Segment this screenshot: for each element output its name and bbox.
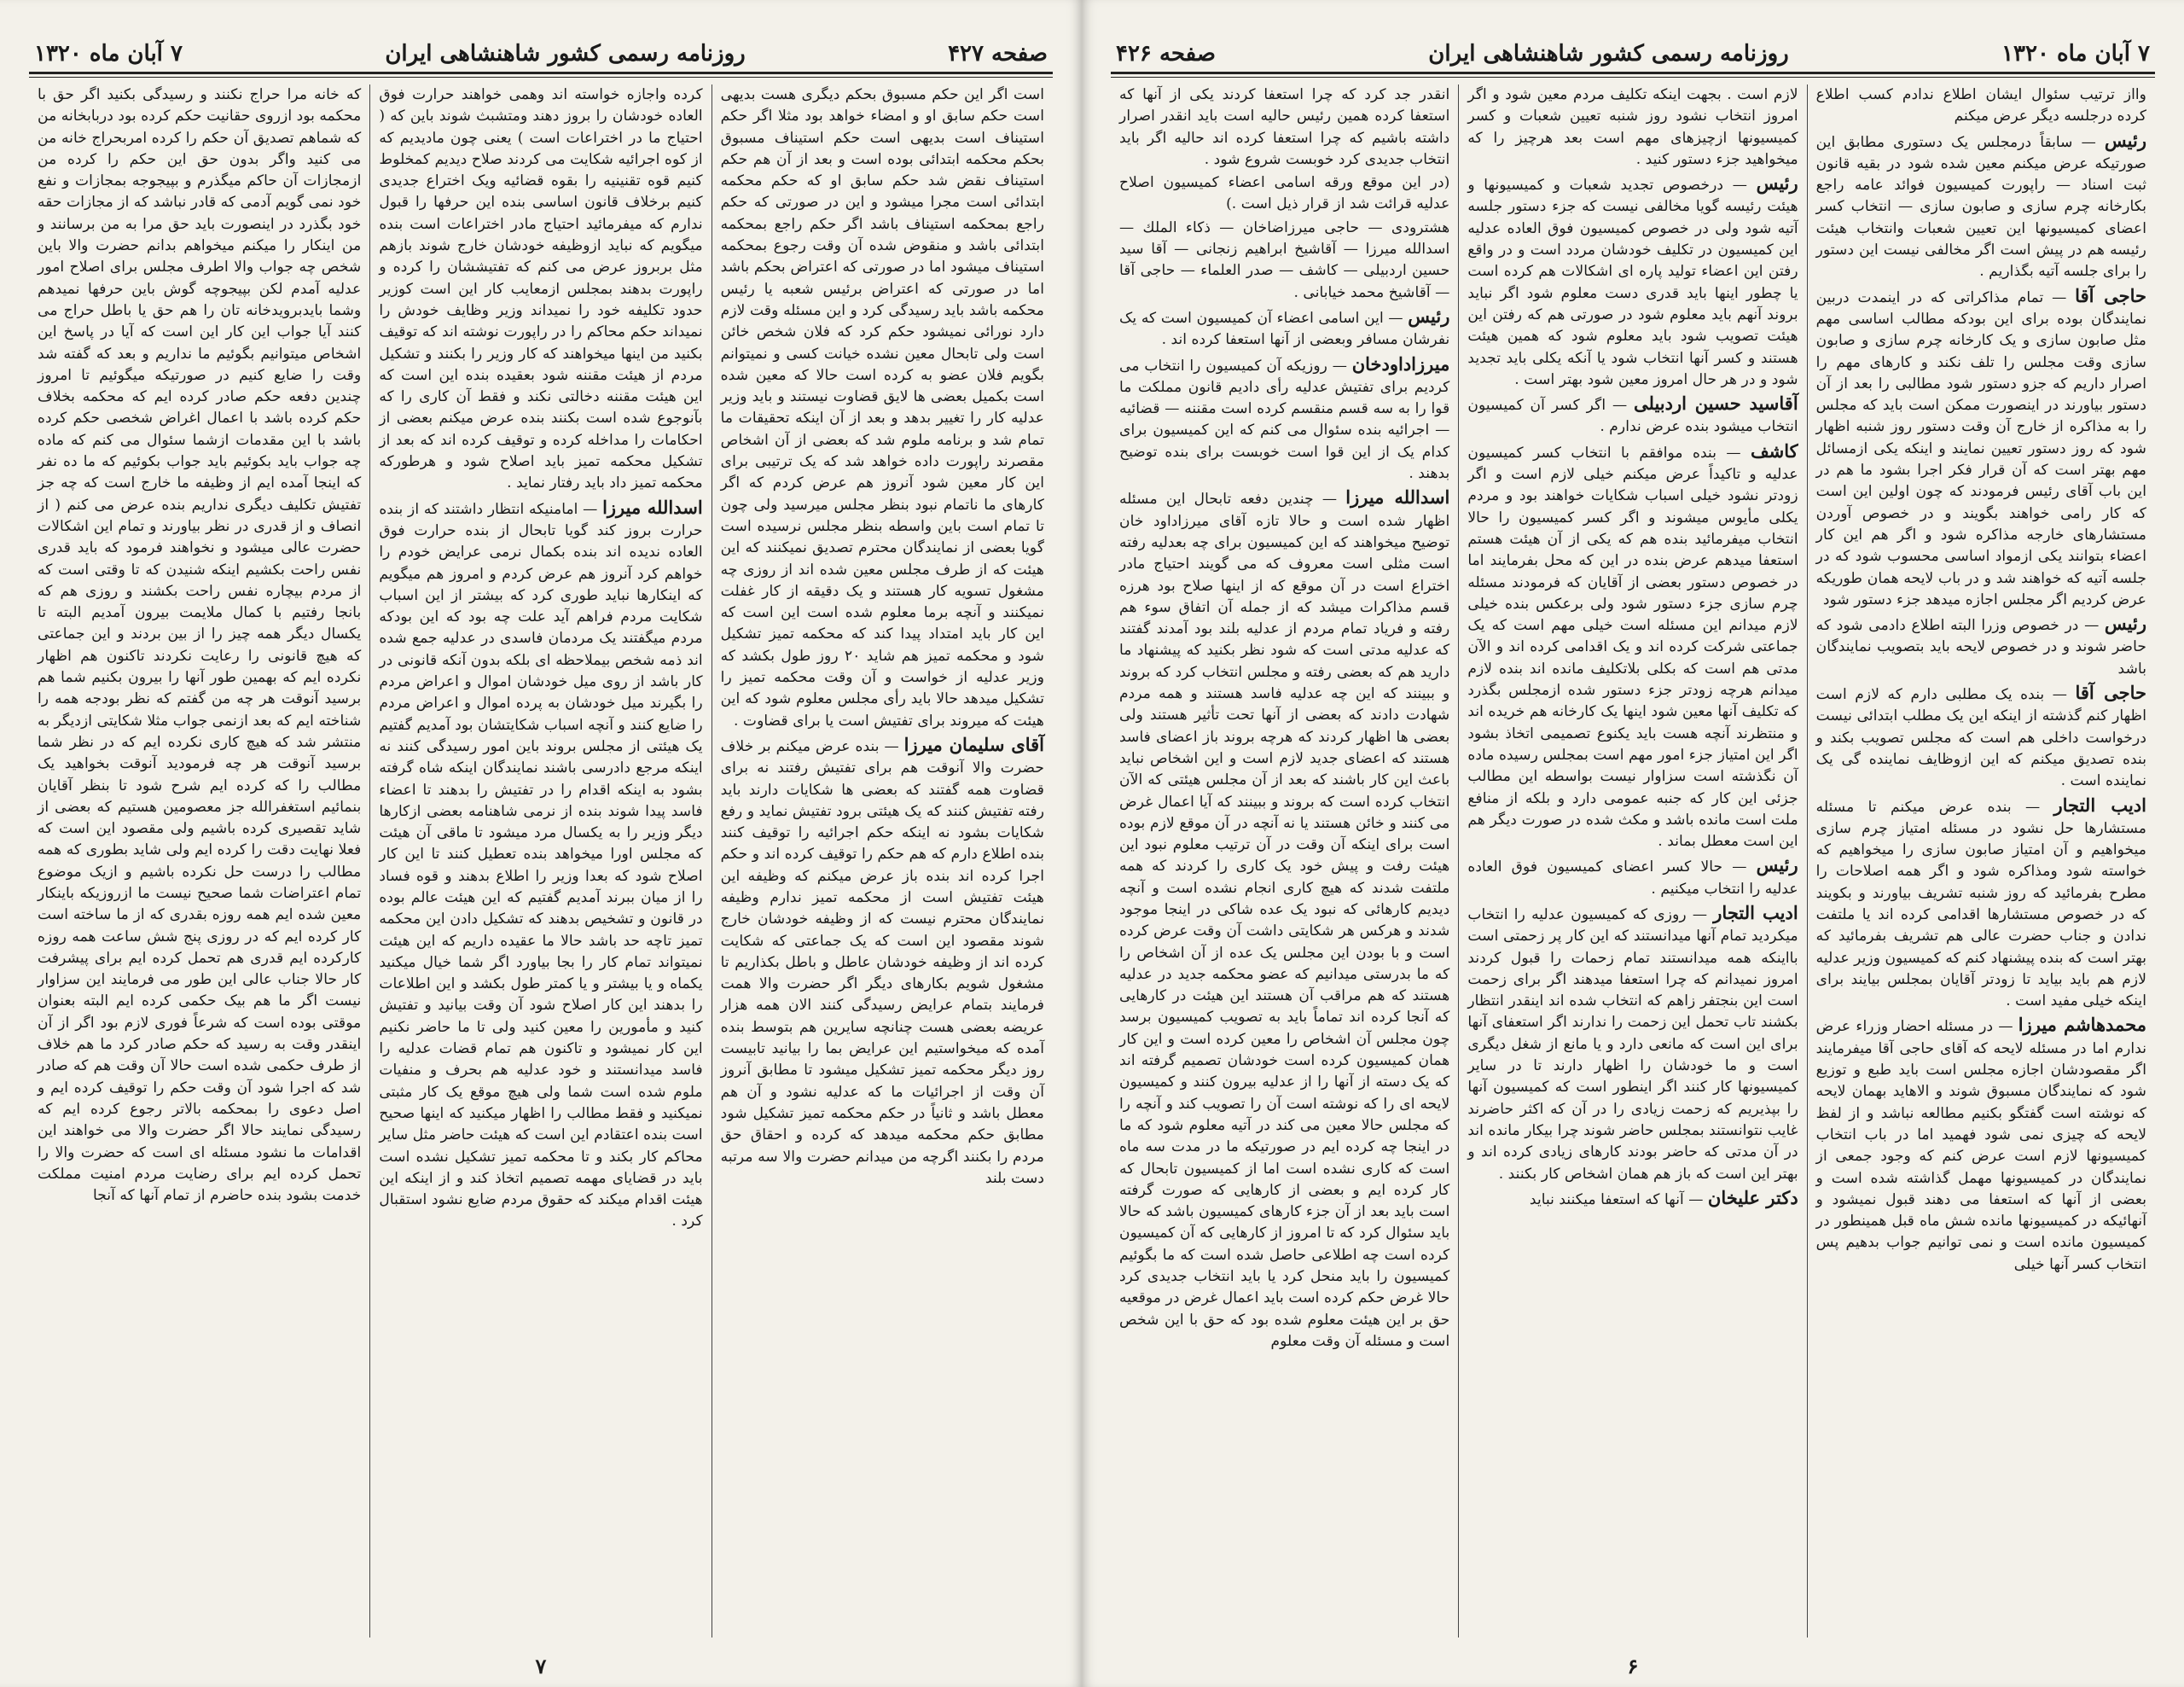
paragraph-text: — این اسامی اعضاء آن کمیسیون است که یک نفرشان مسافر وبعضی از آنها استعفا کرده اند . xyxy=(1119,309,1450,349)
paragraph xyxy=(1467,854,1798,900)
paragraph-text: — سابقاً درمجلس یک دستوری مطابق این صورتیکه عرض میکنم معین شده شود در بقیه قانون ثبت اسناد — راپورت کمیسیون فوائد عامه راجع بکارخانه چرم سازی و صابون سازی — انتخاب کسر اعضای کمیسیونها این تعیین شعبات وانتخاب هیئت رئیسه هم در پیش است اگر مخالفی نیست این دستور را برای جلسه آتیه بگذاریم . xyxy=(1815,133,2146,281)
speaker-name: رئیس xyxy=(1408,305,1450,327)
speaker-name: اسدالله میرزا xyxy=(1345,486,1450,509)
paragraph-text: لازم است . بجهت اینکه تکلیف مردم معین شود و اگر امروز انتخاب نشود روز شنبه تعیین شعبات و کسر کمیسیونها ازچیزهای مهم است بعد هرچیز را که میخواهید جزء دستور کنید . xyxy=(1467,86,1798,168)
paragraph xyxy=(1467,902,1798,1185)
speaker-name: محمدهاشم میرزا xyxy=(2018,1014,2146,1036)
text-column xyxy=(1807,84,2155,1638)
paragraph-text: — بنده موافقم با انتخاب کسر کمیسیون عدلیه و تاکیداً عرض میکنم خیلی لازم است و اگر زودتر نشود خیلی اسباب شکایات خواهند بود و مردم یکلی مأیوس میشوند و اگر کسر کمیسیون را حالا انتخاب میفرمائید بنده هم که یکی از آن هیئت هستم استعفا میدهم عرض بنده در این که محل بفرمایند اما در خصوص دستور بعضی از آقایان که فرمودند مسئله چرم سازی جزء دستور شود ولی برعکس بنده خیلی لازم میدانم این مسئله است خیلی مهم است که یک جماعتی شرکت کرده اند و یک اقدامی کرده اند و الآن مدتی هم است که بکلی بلاتکلیف مانده اند بنده لازم میدانم هرچه زودتر جزء دستور شده ازمجلس بگذرد که تکلیف آنها معین شود اینها یک کارخانه هم خریده اند و منتظرند آنچه هست باید یکنوع تصمیمی اتخاذ بشود اگر این امتیاز جزء امور مهم است بمجلس رسیده ماده آن نگذشته است سزاوار نیست بواسطه این مطالب جزئی این کار که جنبه عمومی دارد و بلکه از منافع ملت است مانده باشد و مکث شده در صورت دیگر هم این است معطل بماند . xyxy=(1467,444,1798,851)
speaker-name: رئیس xyxy=(1756,854,1798,876)
speaker-name: رئیس xyxy=(1756,172,1798,195)
right-page-header xyxy=(1111,29,2155,70)
paragraph xyxy=(1816,130,2146,283)
speaker-name: حاجی آقا xyxy=(2075,682,2146,704)
right-header-page-number: صفحه ۴۲۶ xyxy=(1116,41,1216,67)
paragraph-text: — بنده یک مطلبی دارم که لازم است اظهار کنم گذشته از اینکه این یک مطلب ابتدائی نیست درخواست داخلی هم است که مجلس تصویب بکند و بنده تصدیق میکنم که این ازوظایف نماینده گی یک نماینده است . xyxy=(1815,686,2146,790)
right-header-rule xyxy=(1111,72,2155,78)
paragraph-text: — در مسئله احضار وزراء عرض ندارم اما در مسئله لایحه که آقای حاجی آقا میفرمایند اگر مقصودشان اجازه مجلس است باید طبع و توزیع شود که نمایندگان مسبوق شوند و الاهاید بهمان لایحه که نوشته است گفتگو بکنیم مطالعه نباشد و از لفظ لایحه که چیزی نمی شود فهمید اما در باب انتخاب کمیسیونها لازم است عرض کنم که وجود جمعی از نمایندگان در کمیسیونها مهمل گذاشته شده است و بعضی از آنها که استعفا می دهند قبول نمیشود و آنهائیکه در کمیسیونها مانده شش ماه قبل همینطور در کمیسیون مانده است و نمی توانیم جواب بدهیم پس انتخاب کسر آنها خیلی xyxy=(1815,1018,2146,1273)
paragraph xyxy=(1816,285,2146,611)
right-page xyxy=(1082,0,2184,1687)
text-column xyxy=(712,84,1053,1638)
speaker-name: میرزاداودخان xyxy=(1351,352,1450,375)
left-header-title: روزنامه رسمی کشور شاهنشاهی ایران xyxy=(385,41,746,67)
paragraph xyxy=(1816,794,2146,1013)
paragraph-text: — امامنیکه انتظار داشتند که از بنده حرارت بروز کند گویا تابحال از بنده حرارت فوق العاده ندیده اند بنده بکمال نرمی عرایض خودم را خواهم کرد آنروز هم عرض کردم و امروز هم میگویم که اینکارها نباید طوری کرد که بیشتر از این اسباب شکایت مردم فراهم آید علت چه بود که این بودکه مردم میگفتند یک مردمان فاسدی در عدلیه جمع شده اند ذمه شخص بیملاحظه ای بلکه بدون آنکه قانونی در کار باشد از روی میل خودشان اموال و اعراض مردم را بگیرند میل خودشان به پرده اموال و اعراض مردم را ضایع کنند و آنچه اسباب شکایتشان بود آمدیم گفتیم یک هیئتی از مجلس بروند باین امور رسیدگی کنند نه اینکه مرجع دادرسی باشند نمایندگان اینکه شاه گرفته بشود به اینکه اقدام را در تفتیش را بدهند تا اعضاء فاسد پیدا شوند بنده از نرمی شاهنامه بعضی ازکارها دیگر وزیر را به یکسال مرد میشود تا ماقی آن هیئت که مجلس اورا میخواهد بنده تعطیل کنند تا این کار اصلاح شود که بعدا وزیر را اطلاع بدهند و قوه فساد را از میان ببرند آمدیم گفتیم که این هیئت عالم بوده در قانون و تشخیص بدهند که تشکیل دادن این محکمه تمیز تاچه حد باشد حالا ما عقیده داریم که این هیئت نمیتواند تمام کار را بجا بیاورد اگر شما خیال میکنید یکماه و یا بیشتر و یا کمتر طول بکشد و این اطلاعات را بدهند این کار اصلاح شود آن وقت بیانید و تفتیش کنید و مأمورین را معین کنید ولی تا ما حاضر نکنیم این کار نمیشود و تاکنون هم تمام قضات عدلیه را فاسد میدانستند و خود عدلیه هم بحرف و منفیات ملوم شده است شما ولی هیچ موقع یک کار مثبتی نمیکنید و فقط مطالب را اظهار میکنید که اینها صحیح است بنده اعتقادم این است که هیئت حاضر مثل سایر محاکم کار بکند و تا محکمه تمیز تشکیل نشده است باید در قضایای مهمه تصمیم اتخاذ کند و از اینکه این هیئت اقدام میکند که حقوق مردم ضایع نشود استقبال کرد . xyxy=(379,500,703,1230)
paragraph-text: — بنده عرض میکنم تا مسئله مستشارها حل نشود در مسئله امتیاز چرم سازی میخواهیم و آن امتیاز صابون سازی را میخواهیم که خواسته شود ومذاکره شود و اگر همه اصلاحات را مطرح بفرمائید که روز شنبه تشریف بیاورند و بکویند که در خصوص مستشارها اقدامی کرده اند یا ملتفت ندادن و جناب حضرت عالی هم تشریف بفرمائید که بهتر است که بنده پیشنهاد کنم که کمیسیون وزیر عدلیه لازم هم باید بیاید تا زودتر آقایان بمجلس بیایند برای اینکه خیلی مفید است . xyxy=(1815,798,2146,1010)
speaker-name: آقای سلیمان میرزا xyxy=(903,733,1044,755)
paragraph xyxy=(721,734,1044,1190)
paragraph xyxy=(721,84,1044,732)
paragraph-text: — چندین دفعه تابحال این مسئله اظهار شده است و حالا تازه آقای میرزاداود خان توضیح میخواهند که این کمیسیون برای چه بعدلیه رفته است مثلی است معروف که می گویند احتیاج مادر اختراع است در آن موقع که از اینها صلاح بود هرزه قسم مذاکرات میشد که از جمله آن اتفاق سوء هم رفته و فریاد تمام مردم از عدلیه بلند بود آمدند گفتند که عدلیه مدتی است که شود نظر بکنید که پیشنهاد ما دارید هم که بعضی رفته و مجلس انتخاب کرد که بروند و ببینند که این چه عدلیه فاسد هستند و همه مردم شهادت دادند که بعضی از آنها تحت تأثیر هستند ولی بعضی ها اظهار کردند که هرچه بروند باز اعضای فاسد هستند که اعضای جدید لازم است و این اشخاص نباید باعث این کار باشند که بعد از آن مجلس هیئتی که الآن انتخاب کرده است که بروند و ببینند که آیا اعمال غرض می کنند و خائن هستند یا نه آنچه در آن موقع لازم بوده است برای اینکه آن وقت در آن ترتیب معلوم نبود این هیئت رفت و پیش خود یک کاری را کردند که همه ملتفت شدند که هیچ کاری انجام نشده است و آنچه دیدیم کارهائی که نبود یک عده شاکی در اینجا موجود شدند و هرکس هر شکایتی داشت آن وقت عرض کرده است و با بودن این مجلس یک عده از آن اشخاص را که ما بدرستی میدانیم که عضو محکمه جدید در عدلیه هستند که هم مراقب آن هستند این هیئت در کارهایی که آنجا کرده اند تماماً باید به تصویب کمیسیون برسد چون مجلس آن اشخاص را معین کرده است و این کار همان کمیسیون کرده است خودشان تصمیم گرفته اند که یک دسته از آنها را از عدلیه بیرون کنند و کمیسیون لایحه ای را که نوشته است آن را تصویب کند و آنچه را که مجلس حالا معین می کند در آتیه معلوم شود که ما در اینجا چه کرده ایم در صورتیکه ما در مدت سه ماه است که کاری نشده است اما از کمیسیون تابحال که کار کرده ایم و بعضی از کارهایی که صورت گرفته است باید بعد از آن جزء کارهای کمیسیون باشد که حالا باید سئوال کرد که تا امروز از کارهایی که آن کمیسیون کرده است چه اطلاعی حاصل شده است که ما بگوئیم کمیسیون را باید منحل کرد یا باید انتخاب جدیدی کرد حالا غرض حکم کرده است باید اعمال غرض در موقعیه حق بر این هیئت معلوم شده بود که حق با این شخص است و مسئله آن وقت معلوم xyxy=(1119,491,1450,1350)
text-column xyxy=(1458,84,1806,1638)
paragraph-text: که خانه مرا حراج نکنند و رسیدگی بکنید اگر حق با محکمه بود ازروی حقانیت حکم کرده بود دربابخانه من که شماهم تصدیق آن حکم را کرده امربحراج خانه من می کنید واگر بدون حق این حکم را کرده من ازمجازات آن حاکم میگذرم و بپیجوجه بمجازات و نفع خود نمی گویم آدمی که قادر نباشد که از مجازات حقه خود بگذرد در اینصورت باید حق مرا به من برسانند و من اینکار را میکنم میخواهم بدانم حضرت والا باین شخص چه جواب والا اطرف مجلس برای اصلاح امور عدلیه آمدم لکن بپیجوچه گوش باین حرفها نمیدهم وشما بایدبرویدخانه تان را هم حق یا باطل حراج می کنند آیا جواب این کار این است که آیا در پاسخ این اشخاص میتوانیم بگوئیم ما نداریم و بعد که گفته شد وقت را ضایع کنیم در صورتیکه میگوئیم تا امروز چندین دفعه حکم صادر کرده ایم که محکمه بخلاف حکم کرده باشد با اعمال اغراض شخصی حکم کرده باشد با این مقدمات ازشما سئوال می کنم که ماده چه جواب باید بکوئیم باید جواب بکوئیم که ما ده نفر که اینجا آمده ایم از وظیفه ما خارج است که چه جز تفتیش تکلیف دیگری نداریم بنده عرض می کنم ( از انصاف و از قدری در نظر بیاورند و تمام این اشکالات حضرت عالی میشود و نخواهند فرمود که باید قدری نفس راحت بکشیم اینکه شنیدن که تا وقتی است که از مردم بیچاره نفس راحت بکشند و روزی هم که بانجا رفتیم با کمال ملایمت بیرون آمدیم البته تا یکسال دیگر همه چیز را از بین بردند و این جماعتی که هیچ قانونی را رعایت نکردند تاکنون هم اظهار نکرده ایم که بهمین طور آنها را بیرون بکنیم شما هم برسید آنوقت هر چه من گفتم که نظر بودجه همه را شناخته ایم که بعد ازنمی جواب مثلا شکایتی ازدیگر به منتشر شد که هیچ کاری نکرده ایم که در نظر شما برسید آنوقت هر چه فرمودید آنوقت بخواهید یک مطالب را که کرده ایم شرح شود تا بنظر آقایان بنمائیم استغفرالله جز معصومین هستیم که بعضی از شاید تقصیری کرده باشیم ولی مقصود این است که فعلا نهایت دقت را کرده ایم ولی شاید بطوری که همه مطالب را درست حل نکرده باشیم و ازیک موضوع تمام اعتراضات شما صحیح نیست ما ازروزیکه باینکار معین شده ایم همه روزه بقدری که از ما ساخته است کار کرده ایم که در روزی پنج شش ساعت همه روزه کارکرده ایم قدری هم تحمل کرده ایم برای پیشرفت کار حالا جناب عالی این طور می فرمایند این سزاوار نیست اگر ما هم بیک حکمی کرده ایم البته بعنوان موقتی بوده است که شرعاً فوری لازم بود اگر از آن اینقدر وقت به رسید که حکم صادر کرد ما هم خلاف از طرف حکمی شده است حالا آن وقت هم که صادر شد که اجرا شود آن وقت حکم را توقیف کرده ایم و اصل دعوی را بمحکمه بالاتر رجوع کرده ایم که رسیدگی نمایند حالا اگر حضرت والا می خواهند این اقدامات ما نشود مسئله ای است که حضرت والا را تحمل کرده ایم برای رضایت مردم امنیت مملکت خدمت بشود بنده حاضرم از تمام آنها که آنجا xyxy=(38,86,362,1205)
paragraph-text: — در خصوص وزرا البته اطلاع دادمی شود که حاضر شوند و در خصوص لایحه باید بتصویب نمایندگان باشد xyxy=(1815,617,2146,678)
paragraph-text: (در این موقع ورقه اسامی اعضاء کمیسیون اصلاح عدلیه قرائت شد از قرار ذیل است .) xyxy=(1119,174,1450,213)
left-columns xyxy=(29,84,1053,1638)
paragraph xyxy=(1119,84,1449,171)
right-header-title: روزنامه رسمی کشور شاهنشاهی ایران xyxy=(1428,41,1789,67)
paragraph-text: کرده واجازه خواسته اند وهمی خواهند حرارت فوق العاده خودشان را بروز دهند ومتشبث شوند باین که ( احتیاج ما در اختراعات است ) یعنی چون مادیدیم که از کوه اجرائیه شکایت می کردند صلاح دیدیم کمخلوط کنیم قوه تقنینیه را بقوه قضائیه ویک اختراع جدیدی کنیم برخلاف قانون اساسی بنده این حرفها را قبول ندارم که میفرمائید احتیاج مادر اختراعات است بنده میگویم که نباید ازوظیفه خودشان خارج شوند بازهم مثل بربروز عرض می کنم که تفتیششان را کرده و راپورت بدهند بمجلس ازمعایب کار این است کوزیر حدود تکلیفه خود را نمیداند وزیر وظایف خودش را نمیداند حکم محاکم را در راپورت نوشته اند که توقیف بکنید من اینها میخواهند که کار وزیر را بکنند و تشکیل مردم از هیئت مقننه شود بعقیده بنده این است که این هیئت مقننه دخالتی نکند و فقط آن کاری را که بآنوجوع شده است بکنند بنده عرض میکنم بعضی از احکامات را مداخله کرده و توقیف کرده اند که بعد از تشکیل محکمه تمیز باید اصلاح شود و هرطورکه محکمه تمیز داد باید رفتار نماید . xyxy=(379,86,703,492)
left-header-date: ۷ آبان ماه ۱۳۲۰ xyxy=(34,41,183,67)
paragraph-text: — اگر کسر آن کمیسیون انتخاب میشود بنده عرض ندارم . xyxy=(1467,397,1798,436)
paragraph xyxy=(1816,84,2146,128)
paragraph-text: — آنها که استعفا میکنند نباید xyxy=(1529,1190,1708,1208)
paragraph xyxy=(1816,682,2146,792)
paragraph xyxy=(1119,353,1449,486)
speaker-name: رئیس xyxy=(2104,129,2146,151)
paragraph xyxy=(1467,172,1798,391)
left-header-rule xyxy=(29,72,1053,78)
paragraph xyxy=(1119,218,1449,304)
paragraph-text: انقدر جد کرد که چرا استعفا کردند یکی از آنها که استعفا کرده همین رئیس حالیه است باید انقدر اصرار داشته باشیم که چرا استعفا کرده اند حالیه اگر باید انتخاب جدیدی کرد خوبست شروع شود . xyxy=(1119,86,1450,168)
right-columns xyxy=(1111,84,2155,1638)
paragraph xyxy=(379,497,702,1233)
paragraph xyxy=(1467,1187,1798,1211)
paragraph-text: هشترودی — حاجی میرزاضاخان — ذکاء الملك — اسدالله میرزا — آقاشیخ ابراهیم زنجانی — آقا سید حسین اردبیلی — کاشف — صدر العلماء — حاجی آقا — آقاشیخ محمد خیابانی . xyxy=(1119,218,1450,301)
paragraph xyxy=(1119,486,1449,1353)
right-header-date: ۷ آبان ماه ۱۳۲۰ xyxy=(2001,41,2150,67)
speaker-name: کاشف xyxy=(1750,439,1798,462)
paragraph-text: — حالا کسر اعضای کمیسیون فوق العاده عدلیه را انتخاب میکنیم . xyxy=(1467,858,1798,898)
paragraph xyxy=(1816,1014,2146,1276)
paragraph xyxy=(1467,84,1798,171)
paragraph-text: است اگر این حکم مسبوق بحکم دیگری هست بدیهی است حکم سابق او و امضاء خواهد بود مثلا اگر حکم استیناف است بدیهی است حکم استیناف مسبوق بحکم محکمه ابتدائی بوده است و بعد از آن هم حکم استیناف نقض شد حکم سابق او که حکم محکمه ابتدائی است مجرا میشود و این در صورتی که حکم راجع بمحکمه استیناف باشد اگر حکم راجع بمحکمه ابتدائی باشد و منقوض شده آن وقت رجوع بمحکمه استیناف میشود اما در صورتی که اعتراض بحکم باشد اما در صورتی که اعتراض برئیس شعبه یا رئیس محکمه باشد باید رسیدگی کرد و این مسئله وقت لازم دارد نورائی نمیشود حکم کرد که فلان شخص خائن است ولی تابحال معین نشده خیانت کسی و نمیتوانم بگویم فلان عضو به کرده است حالا که معین شده است بکمیل بعضی ها لایق قضاوت نیستند و باید وزیر عدلیه کار را تغییر بدهد و بعد از آن اینکه تحقیقات ما تمام شد و برنامه ملوم شد که بعضی از آن اشخاص مقصرند راپورت داده خواهد شد که یک ترتیبی برای این کار معین شود آنروز هم عرض کردم که اگر کارهای ما ناتمام نبود بنظر مجلس میرسید ولی چون تا تمام است باین واسطه بنظر مجلس نرسیده است گویا بعضی از نمایندگان محترم تصدیق نمیکنند که این هیئت که از طرف مجلس معین شده اند از روزی چه مشغول تسویه کار هستند و یک دقیقه از کار غفلت نمیکنند و آنچه برما معلوم شده است این است که این کار باید امتداد پیدا کند که محکمه تمیز تشکیل شود و محکمه تمیز هم شاید ۲۰ روز طول بکشد که وزیر عدلیه از خواست و آن وقت محکمه تمیز را تشکیل میدهد حالا باید رأی مجلس معلوم شود که این هیئت که میروند برای تفتیش است یا برای قضاوت . xyxy=(720,86,1045,730)
speaker-name: دکتر علیخان xyxy=(1707,1186,1798,1208)
right-page-folio: ۶ xyxy=(1627,1654,1639,1678)
speaker-name: آقاسید حسین اردبیلی xyxy=(1634,393,1798,415)
paragraph-text: وااز ترتیب سئوال ایشان اطلاع ندادم کسب اطلاع کرده درجلسه دیگر عرض میکنم xyxy=(1815,86,2146,125)
text-column xyxy=(369,84,711,1638)
text-column xyxy=(29,84,369,1638)
paragraph xyxy=(38,84,361,1207)
speaker-name: حاجی آقا xyxy=(2075,284,2146,306)
paragraph xyxy=(1816,613,2146,680)
paragraph-text: — بنده عرض میکنم بر خلاف حضرت والا آنوقت هم برای تفتیش رفتند نه برای قضاوت همه گفتند که بعضی ها شکایات دارند باید رفته تفتیش کنند که یک هیئتی برود تفتیش نماید و رفع شکایات بشود نه اینکه حکم اجرائیه را توقیف کنند بنده اطلاع دارم که هم حکم را توقیف کرده اند و حکم اجرا کرده اند بنده باز عرض میکنم که وظیفه این هیئت تفتیش است از محکمه تمیز ندارم وظیفه نمایندگان محترم نیست که از وظیفه خودشان خارج شوند مقصود این است که یک جماعتی که شکایت کرده اند از وظیفه خودشان عاطل و باطل بکذاریم تا مشغول شویم بکارهای دیگر اگر حضرت والا همت فرمایند بتمام عرایض رسیدگی کنند الان همه هزار عریضه بعضی هست چنانچه سایرین هم بتوسط بنده آمده که میخواستیم این عرایض بما را بیانید تابیست روز دیگر محکمه تمیز تشکیل میشود تا مطابق آنروز آن وقت از اجرائیات ما که عدلیه نشود و آن هم معطل باشد و ثانیاً در حکم محکمه تمیز تشکیل شود مطابق حکم محکمه میدهد که کرده و احقاق حق مردم را بکنند اگرچه من میدانم حضرت والا سه مرتبه دست بلند xyxy=(720,737,1044,1187)
left-page-folio: ۷ xyxy=(535,1654,547,1678)
paragraph-text: — درخصوص تجدید شعبات و کمیسیونها و هیئت رئیسه گویا مخالفی نیست که جزء دستور جلسه آتیه شود ولی در خصوص کمیسیون فوق العاده عدلیه این کمیسیون در تکلیف خودشان مردد است و در واقع رفتن این اعضاء تولید پاره ای اشکالات هم کرده است یا چطور اینها باید قدری دست معلوم شود اگر نباید بروند آنهم باید معلوم شود در صورتی هم که رفتن این هیئت تصویب شود باید معلوم شود که همین هیئت هستند و کسر آنها انتخاب شود یا آنکه یکلی باید تجدید شود و در هر حال امروز معین شود بهتر است . xyxy=(1467,177,1798,388)
paragraph-text: — تمام مذاکراتی که در اینمدت دربین نمایندگان بوده برای این بودکه مطالب اساسی مهم مثل صابون سازی و یک کارخانه چرم سازی و صابون سازی وقت مجلس را تلف نکند و کارهای مهم را اصرار داریم که جزو دستور شود مطالبی را بعد از آن دستور بیاورند در اینصورت ممکن است باید که مجلس را به مذاکره از خارج آن وقت دستور روز شنبه اظهار شود که روز دستور تعیین نمایند و اینکه یکی ازمسائل مهم بهتر است که آن قرار فکر اجرا بشود ما هم در این باب آقای رئیس فرمودند که چون اولین این است که کار رامی خواهند بگویند و در خصوص آوردن مستشارهای خارجه مذاکره شود و اگر هم این کار اعضاء بتوانند یکی ازمواد اساسی محسوب شود که در جلسه آتیه که خواهند شد و در باب لایحه همان طوریکه عرض کردیم اگر مجلس اجازه میدهد جزء دستور شود xyxy=(1815,288,2146,608)
paragraph xyxy=(1467,393,1798,439)
speaker-name: رئیس xyxy=(2104,613,2146,635)
text-column xyxy=(1111,84,1458,1638)
paragraph-text: — روزیکه آن کمیسیون را انتخاب می کردیم برای تفتیش عدلیه رأی دادیم قانون مملکت ما قوا را به سه قسم منقسم کرده است مقننه — قضائیه — اجرائیه بنده سئوال می کنم که این کمیسیون برای کدام یک از این قوا است خوبست برای بنده توضیح بدهند . xyxy=(1119,357,1450,483)
paragraph xyxy=(1119,172,1449,216)
speaker-name: ادیب التجار xyxy=(1713,901,1798,923)
paragraph xyxy=(1119,305,1449,352)
paragraph xyxy=(379,84,702,495)
left-header-page-number: صفحه ۴۲۷ xyxy=(948,41,1048,67)
speaker-name: اسدالله میرزا xyxy=(602,496,703,518)
speaker-name: ادیب التجار xyxy=(2053,794,2146,816)
left-page xyxy=(0,0,1082,1687)
paragraph xyxy=(1467,440,1798,853)
paragraph-text: — روزی که کمیسیون عدلیه را انتخاب میکردید تمام آنها میدانستند که این کار پر زحمتی است بااینکه همه میدانستند تمام زحمات را قبول کردند امروز نمیدانم که چرا استعفا میدهند اگر برای زحمت است این بنجتفر زاهم که انتخاب شده اند اینقدر انتظار بکشند تاب تحمل این زحمت را ندارند اگر استعفای آنها برای این است که مانعی دارد و یا مانع از شغل دیگری است و ما خودشان را اظهار دارند تا در سایر کمیسیونها کار کنند اگر اینطور است که کمیسیون آنها را بپذیریم که زحمت زیادی را در آن که اکثر حاضرند غایب نتوانستند بمجلس حاضر شوند چرا بیکار مانده اند در آن مدتی که حاضر بودند کارهای زیادی کرده اند و بهتر این است که باز هم همان اشخاص کار بکنند . xyxy=(1467,905,1798,1183)
left-page-header xyxy=(29,29,1053,70)
